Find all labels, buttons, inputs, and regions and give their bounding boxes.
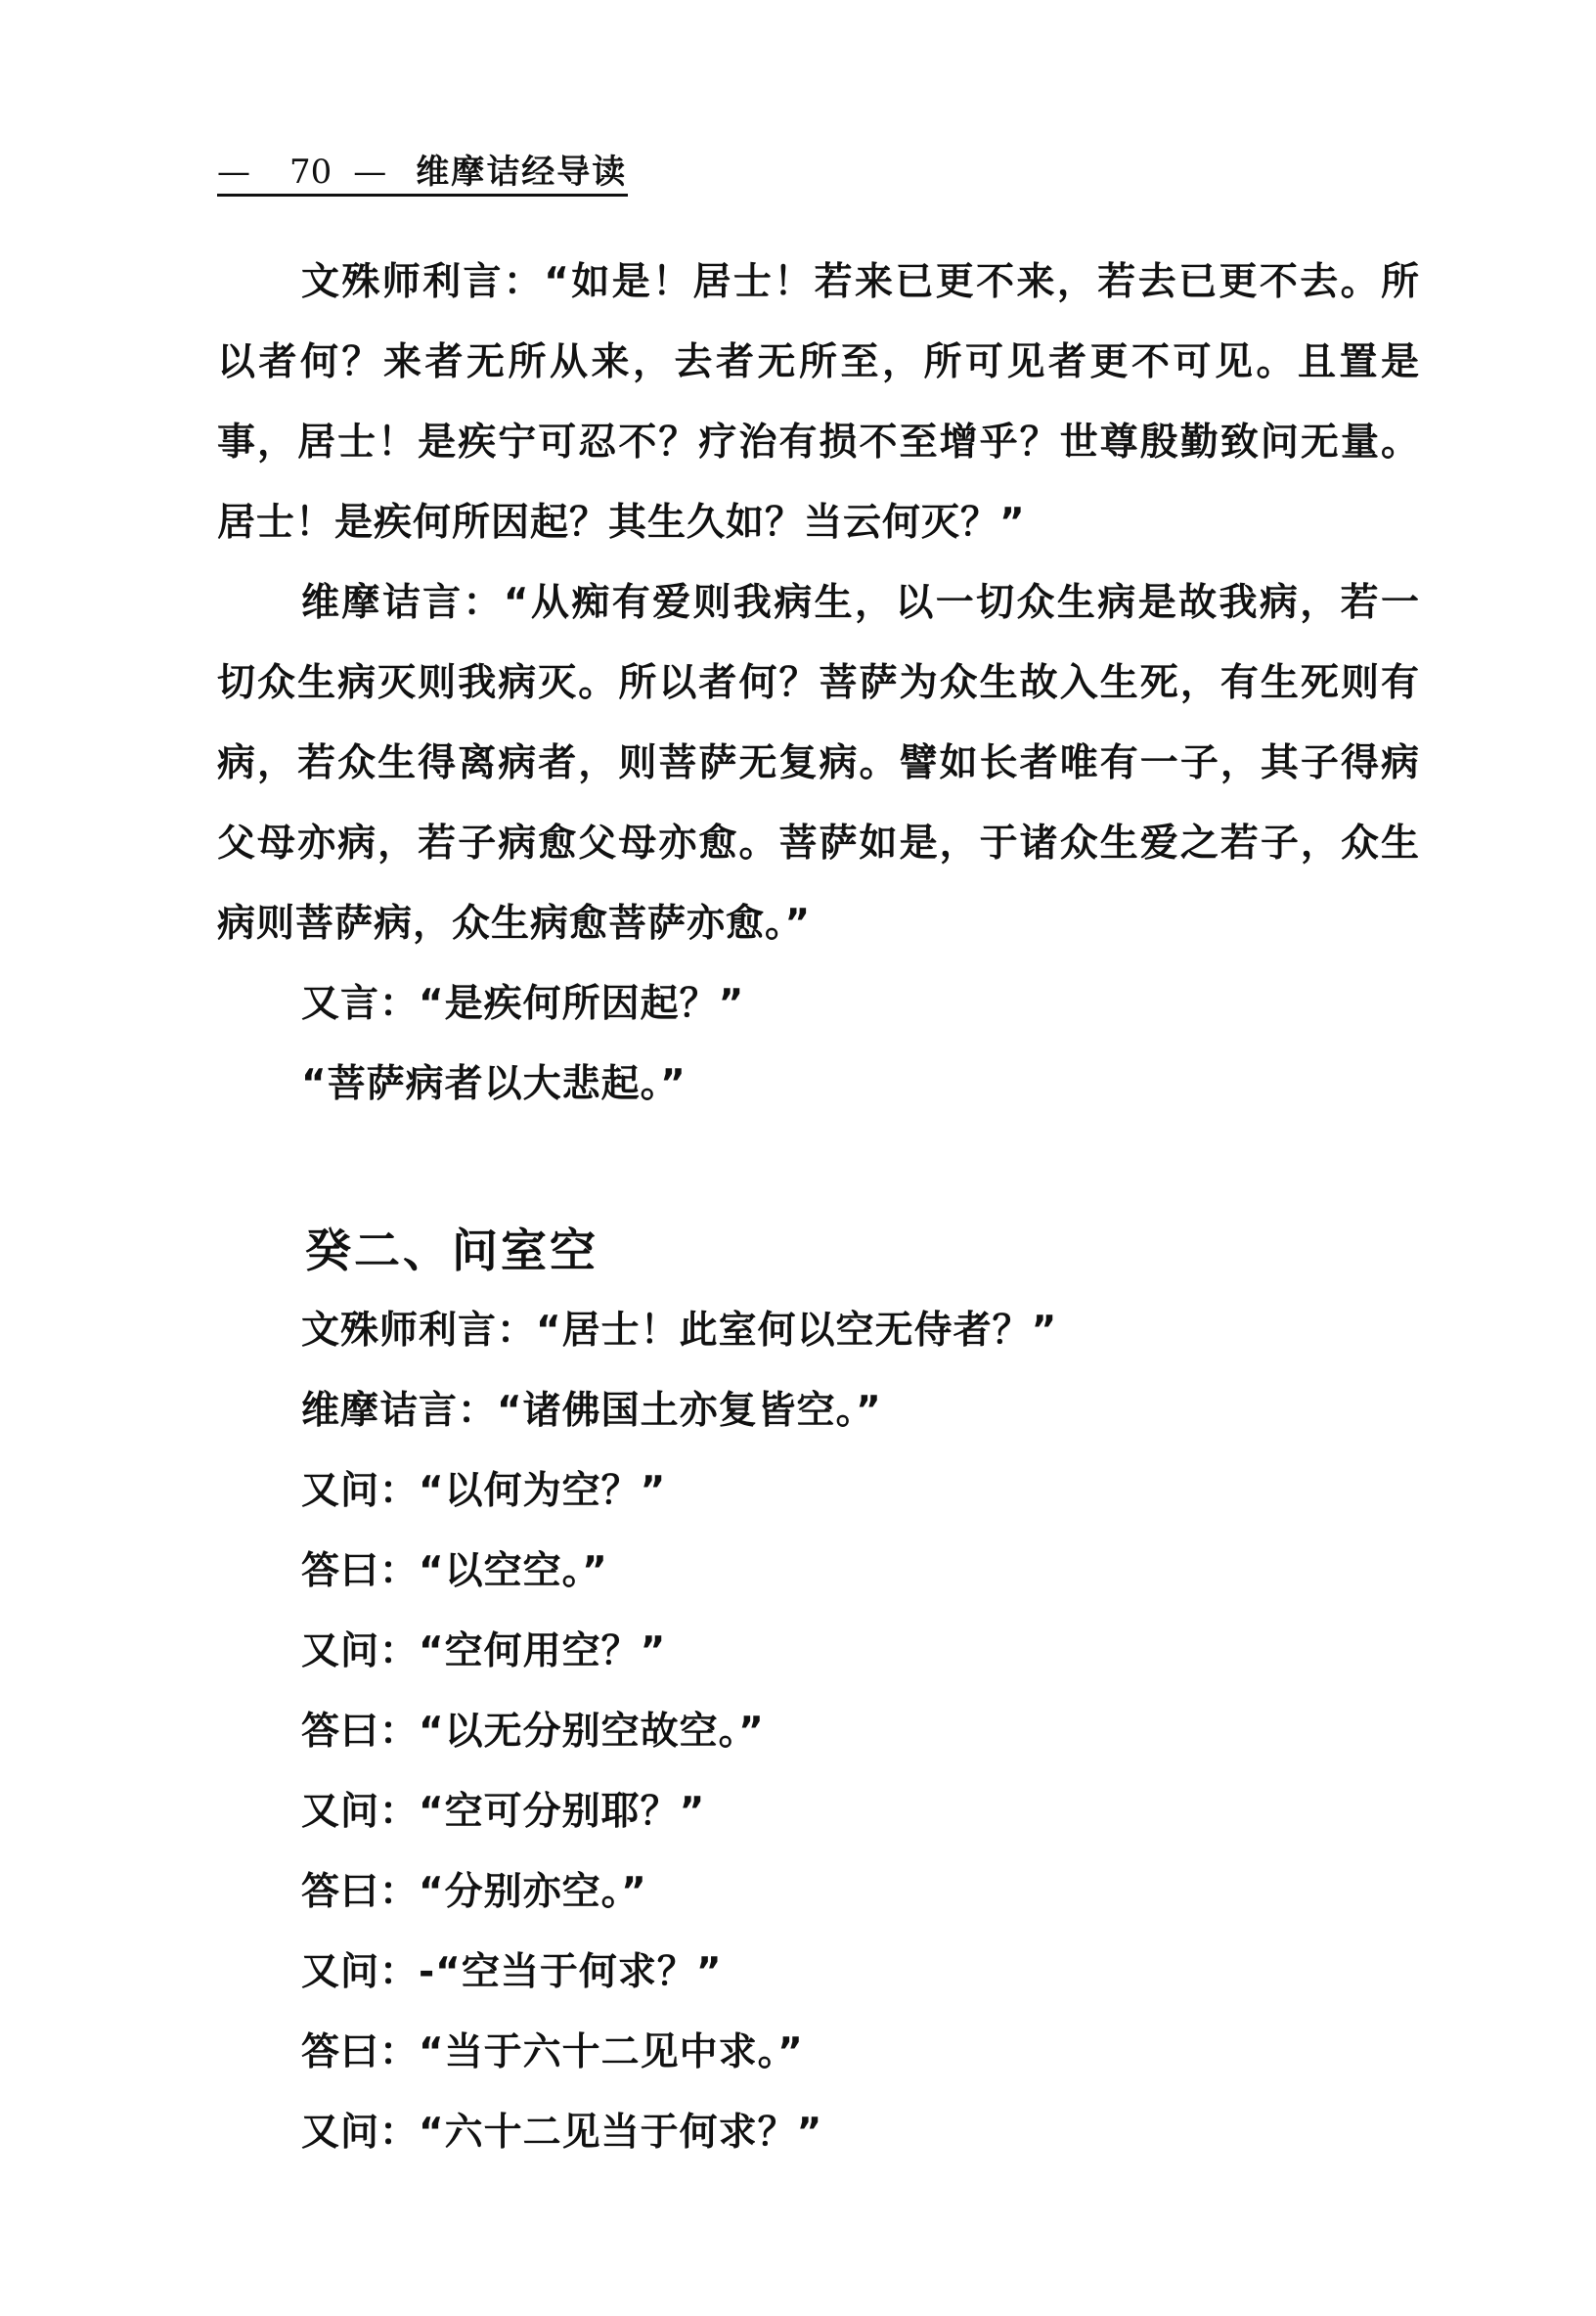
dialogue-line: 答曰：“当于六十二见中求。” — [301, 2030, 804, 2074]
dialogue-line: 又问：“六十二见当于何求？” — [301, 2111, 823, 2155]
dialogue-block — [217, 1291, 1420, 2173]
dialogue-line: 答曰：“分别亦空。” — [301, 1870, 647, 1914]
dialogue-line: 答曰：“以无分别空故空。” — [301, 1710, 765, 1754]
short-line: “菩萨病者以大悲起。” — [301, 1062, 687, 1106]
running-header — [217, 145, 628, 192]
section-heading: 癸二、问室空 — [305, 1225, 598, 1278]
dialogue-line: 答曰：“以空空。” — [301, 1549, 608, 1593]
header-dash-left: — — [217, 153, 250, 192]
book-title: 维摩诘经导读 — [416, 153, 628, 192]
paragraph-vimalakirti: 维摩诘言：“从痴有爱则我病生，以一切众生病是故我病，若一切众生病灭则我病灭。所以者何？菩萨为众生故入生死，有生死则有病，若众生得离病者，则菩萨无复病。譬如长者唯有一子，其子得病父母亦病，若子病愈父母亦愈。菩萨如是，于诸众生爱之若子，众生病则菩萨病，众生病愈菩萨亦愈。” — [217, 581, 1420, 946]
body-text — [217, 243, 1420, 1125]
dialogue-line: 又问：“以何为空？” — [301, 1469, 667, 1513]
dialogue-line: 又问：-“空当于何求？” — [301, 1950, 723, 1994]
short-line: 又言：“是疾何所因起？” — [301, 982, 745, 1026]
dialogue-line: 又问：“空何用空？” — [301, 1629, 667, 1673]
dialogue-line: 文殊师利言：“居士！此室何以空无侍者？” — [301, 1309, 1058, 1353]
paragraph-manjushri: 文殊师利言：“如是！居士！若来已更不来，若去已更不去。所以者何？来者无所从来，去者无所至，所可见者更不可见。且置是事，居士！是疾宁可忍不？疗治有损不至增乎？世尊殷勤致问无量。居士！是疾何所因起？其生久如？当云何灭？” — [217, 260, 1420, 545]
dialogue-line: 又问：“空可分别耶？” — [301, 1790, 706, 1834]
header-rule — [217, 194, 628, 197]
header-dash-right: — — [353, 153, 387, 192]
dialogue-line: 维摩诘言：“诸佛国土亦复皆空。” — [301, 1389, 882, 1433]
page-number: 70 — [289, 153, 332, 192]
